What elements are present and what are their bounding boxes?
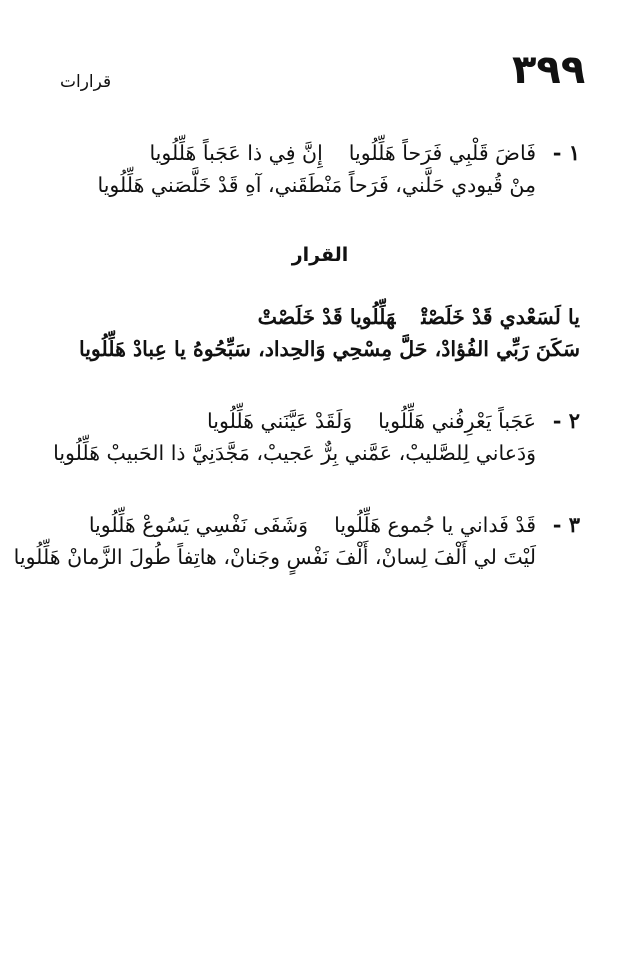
refrain-title: القرار: [291, 244, 349, 266]
refrain-line-1-text: [60, 305, 580, 329]
refrain-line-2: [60, 337, 580, 361]
stanza-2: [53, 408, 580, 465]
stanza-2-hemistich-b: وَلَقَدْ عَيَّنَني هَلِّلُويا: [207, 409, 353, 433]
stanza-3: [13, 512, 580, 569]
stanza-2-line-2: [53, 441, 580, 465]
running-title: قرارات: [60, 72, 112, 92]
refrain-hemistich-a: هَلِّلُويا قَدْ خَلَصْتْ: [257, 305, 396, 329]
verse-number-2: ٢ -: [552, 408, 580, 433]
stanza-2-line-2-text: وَدَعاني لِلصَّليبْ، عَمَّني بِرٌّ عَجيبْ، مَجَّدَنِيَّ ذا الحَبيبْ هَلِّلُويا: [53, 441, 536, 465]
verse-number-3: ٣ -: [552, 512, 580, 537]
verse-number-1: ١ -: [552, 140, 580, 165]
refrain-line-2-text: سَكَنَ رَبِّي الفُؤادْ، حَلَّ مِسْحِي وَالحِداد، سَبِّحُوهُ يا عِبادْ هَلِّلُويا: [78, 337, 580, 361]
stanza-1: [60, 140, 580, 197]
page-number: ٣٩٩: [512, 47, 586, 93]
stanza-3-hemistich-b: وَشَفَى نَفْسِي يَسُوعْ هَلِّلُويا: [88, 513, 309, 537]
stanza-2-line-1-text: [60, 409, 536, 433]
refrain: [60, 305, 580, 361]
stanza-3-line-1: [60, 512, 580, 537]
stanza-3-line-2-text: لَيْتَ لي أَلْفَ لِسانْ، أَلْفَ نَفْسٍ وجَنانْ، هاتِفاً طُولَ الزَّمانْ هَلِّلُويا: [13, 545, 536, 569]
stanza-2-hemistich-a: عَجَباً يَعْرِفُني هَلِّلُويا: [378, 409, 536, 433]
refrain-hemistich-b: يا لَسَعْدي قَدْ خَلَصْتْ: [421, 305, 580, 329]
stanza-2-line-1: [60, 408, 580, 433]
refrain-line-1: [60, 305, 580, 329]
stanza-1-line-2-text: مِنْ قُيودي حَلَّني، فَرَحاً مَنْطَقَني، آهِ قَدْ خَلَّصَني هَلِّلُويا: [97, 173, 536, 197]
stanza-3-hemistich-a: قَدْ فَداني يا جُموع هَلِّلُويا: [334, 513, 536, 537]
stanza-3-line-2: [13, 545, 580, 569]
stanza-1-line-1-text: [60, 141, 536, 165]
stanza-1-hemistich-a: فَاضَ قَلْبِي فَرَحاً هَلِّلُويا: [348, 141, 536, 165]
stanza-1-hemistich-b: إِنَّ فِي ذا عَجَباً هَلِّلُويا: [149, 141, 323, 165]
stanza-1-line-2: [60, 173, 580, 197]
stanza-1-line-1: [60, 140, 580, 165]
stanza-3-line-1-text: [60, 513, 536, 537]
